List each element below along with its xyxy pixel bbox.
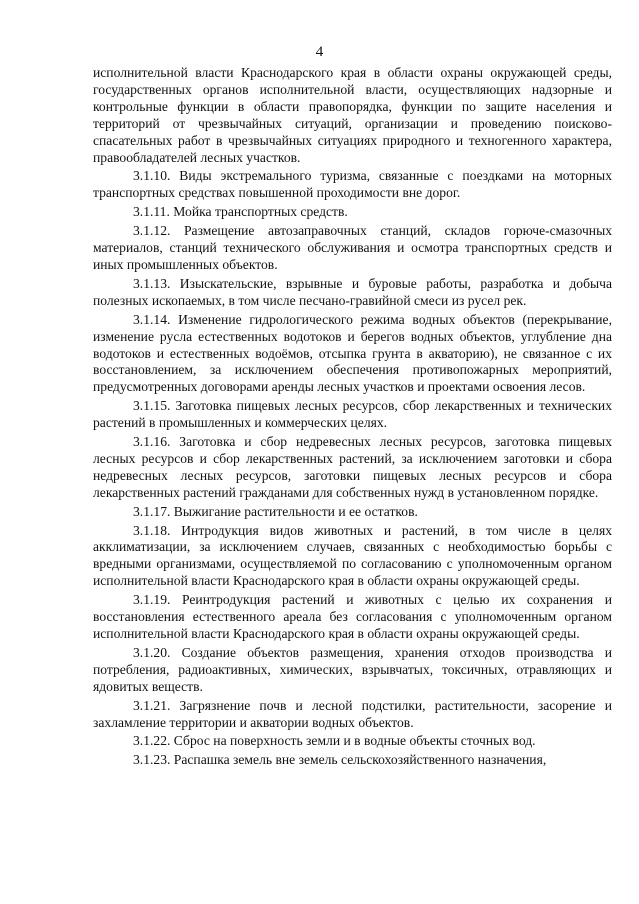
clause-paragraph [93, 312, 612, 397]
clause-paragraph [93, 752, 612, 769]
clause-text: Заготовка и сбор недревесных лесных ресурсов, заготовка пищевых лесных ресурсов и сбор лекарственных растений, за исключением заготовки и сбора недревесных лесных ресурсов, заготовки пищевых лесных ресурсов и сбора лекарственных растений гражданами для собственных нужд в установленном порядке. [93, 434, 612, 500]
clause-text: Загрязнение почв и лесной подстилки, растительности, засорение и захламление территории и акватории водных объектов. [93, 697, 612, 730]
clause-number: 3.1.18. [133, 522, 171, 538]
clause-paragraph [93, 504, 612, 521]
clause-number: 3.1.10. [133, 168, 171, 184]
clause-paragraph [93, 523, 612, 591]
clause-paragraph [93, 733, 612, 750]
clause-number: 3.1.19. [133, 592, 171, 608]
clause-paragraph [93, 276, 612, 310]
page-number: 4 [315, 44, 324, 60]
clause-text: Распашка земель вне земель сельскохозяйственного назначения, [173, 752, 547, 768]
document-body [93, 65, 612, 771]
clause-text: Виды экстремального туризма, связанные с поездками на моторных транспортных средствах повышенной проходимости вне дорог. [93, 168, 612, 201]
clause-paragraph [93, 168, 612, 202]
clause-number: 3.1.21. [133, 697, 171, 713]
clause-text: Сброс на поверхность земли и в водные объекты сточных вод. [173, 733, 536, 749]
clause-paragraph [93, 645, 612, 696]
clause-text: Размещение автозаправочных станций, складов горюче-смазочных материалов, станций технического обслуживания и осмотра транспортных средств и иных промышленных объектов. [93, 223, 613, 272]
clause-text: Интродукция видов животных и растений, в том числе в целях акклиматизации, за исключением случаев, связанных с необходимостью борьбы с вредными организмами, осуществляемой по согласованию с уполномоченным органом исполнительной власти Краснодарского края в области охраны окружающей среды. [93, 522, 612, 589]
clause-text: Мойка транспортных средств. [173, 204, 348, 220]
clause-paragraph [93, 592, 612, 643]
clause-text: Изыскательские, взрывные и буровые работы, разработка и добыча полезных ископаемых, в том числе песчано-гравийной смеси из русел рек. [93, 275, 612, 308]
clause-number: 3.1.13. [133, 275, 171, 291]
clause-paragraph [93, 698, 612, 732]
clause-number: 3.1.20. [133, 644, 171, 660]
clause-number: 3.1.15. [133, 398, 171, 414]
clause-number: 3.1.23. [133, 752, 171, 768]
clause-text: Реинтродукция растений и животных с целью их сохранения и восстановления естественного ареала без согласования с уполномоченным органом исполнительной власти Краснодарского края в области охраны окружающей среды. [93, 592, 612, 641]
clause-paragraph [93, 434, 612, 502]
clause-number: 3.1.17. [133, 503, 171, 519]
clause-text: Заготовка пищевых лесных ресурсов, сбор лекарственных и технических растений в промышленных и коммерческих целях. [93, 398, 613, 431]
clause-text: Создание объектов размещения, хранения отходов производства и потребления, радиоактивных, химических, взрывчатых, токсичных, отравляющих и ядовитых веществ. [93, 644, 613, 694]
clause-number: 3.1.16. [133, 434, 171, 450]
clause-text: Изменение гидрологического режима водных объектов (перекрывание, изменение русла естественных водотоков и берегов водных объектов, углубление дна водотоков и естественных водоёмов, отсыпка грунта в акваторию), не связанное с их восстановлением, за исключением обеспечения противопожарных мероприятий, предусмотренных договорами аренды лесных участков и проектами освоения лесов. [93, 311, 612, 395]
clause-list [93, 168, 612, 769]
clause-paragraph [93, 223, 612, 274]
clause-number: 3.1.22. [133, 733, 171, 749]
clause-number: 3.1.12. [133, 223, 171, 239]
continued-paragraph: исполнительной власти Краснодарского края в области охраны окружающей среды, государственных органов исполнительной власти, осуществляющих надзорные и контрольные функции в области правопорядка, функции по защите населения и территорий от чрезвычайных ситуаций, организации и проведению поисково-спасательных работ в чрезвычайных ситуациях природного и техногенного характера, правообладателей лесных участков. [93, 65, 612, 165]
clause-number: 3.1.11. [133, 204, 170, 220]
clause-paragraph [93, 398, 612, 432]
clause-paragraph [93, 204, 612, 221]
clause-number: 3.1.14. [133, 311, 171, 327]
clause-text: Выжигание растительности и ее остатков. [173, 503, 418, 519]
